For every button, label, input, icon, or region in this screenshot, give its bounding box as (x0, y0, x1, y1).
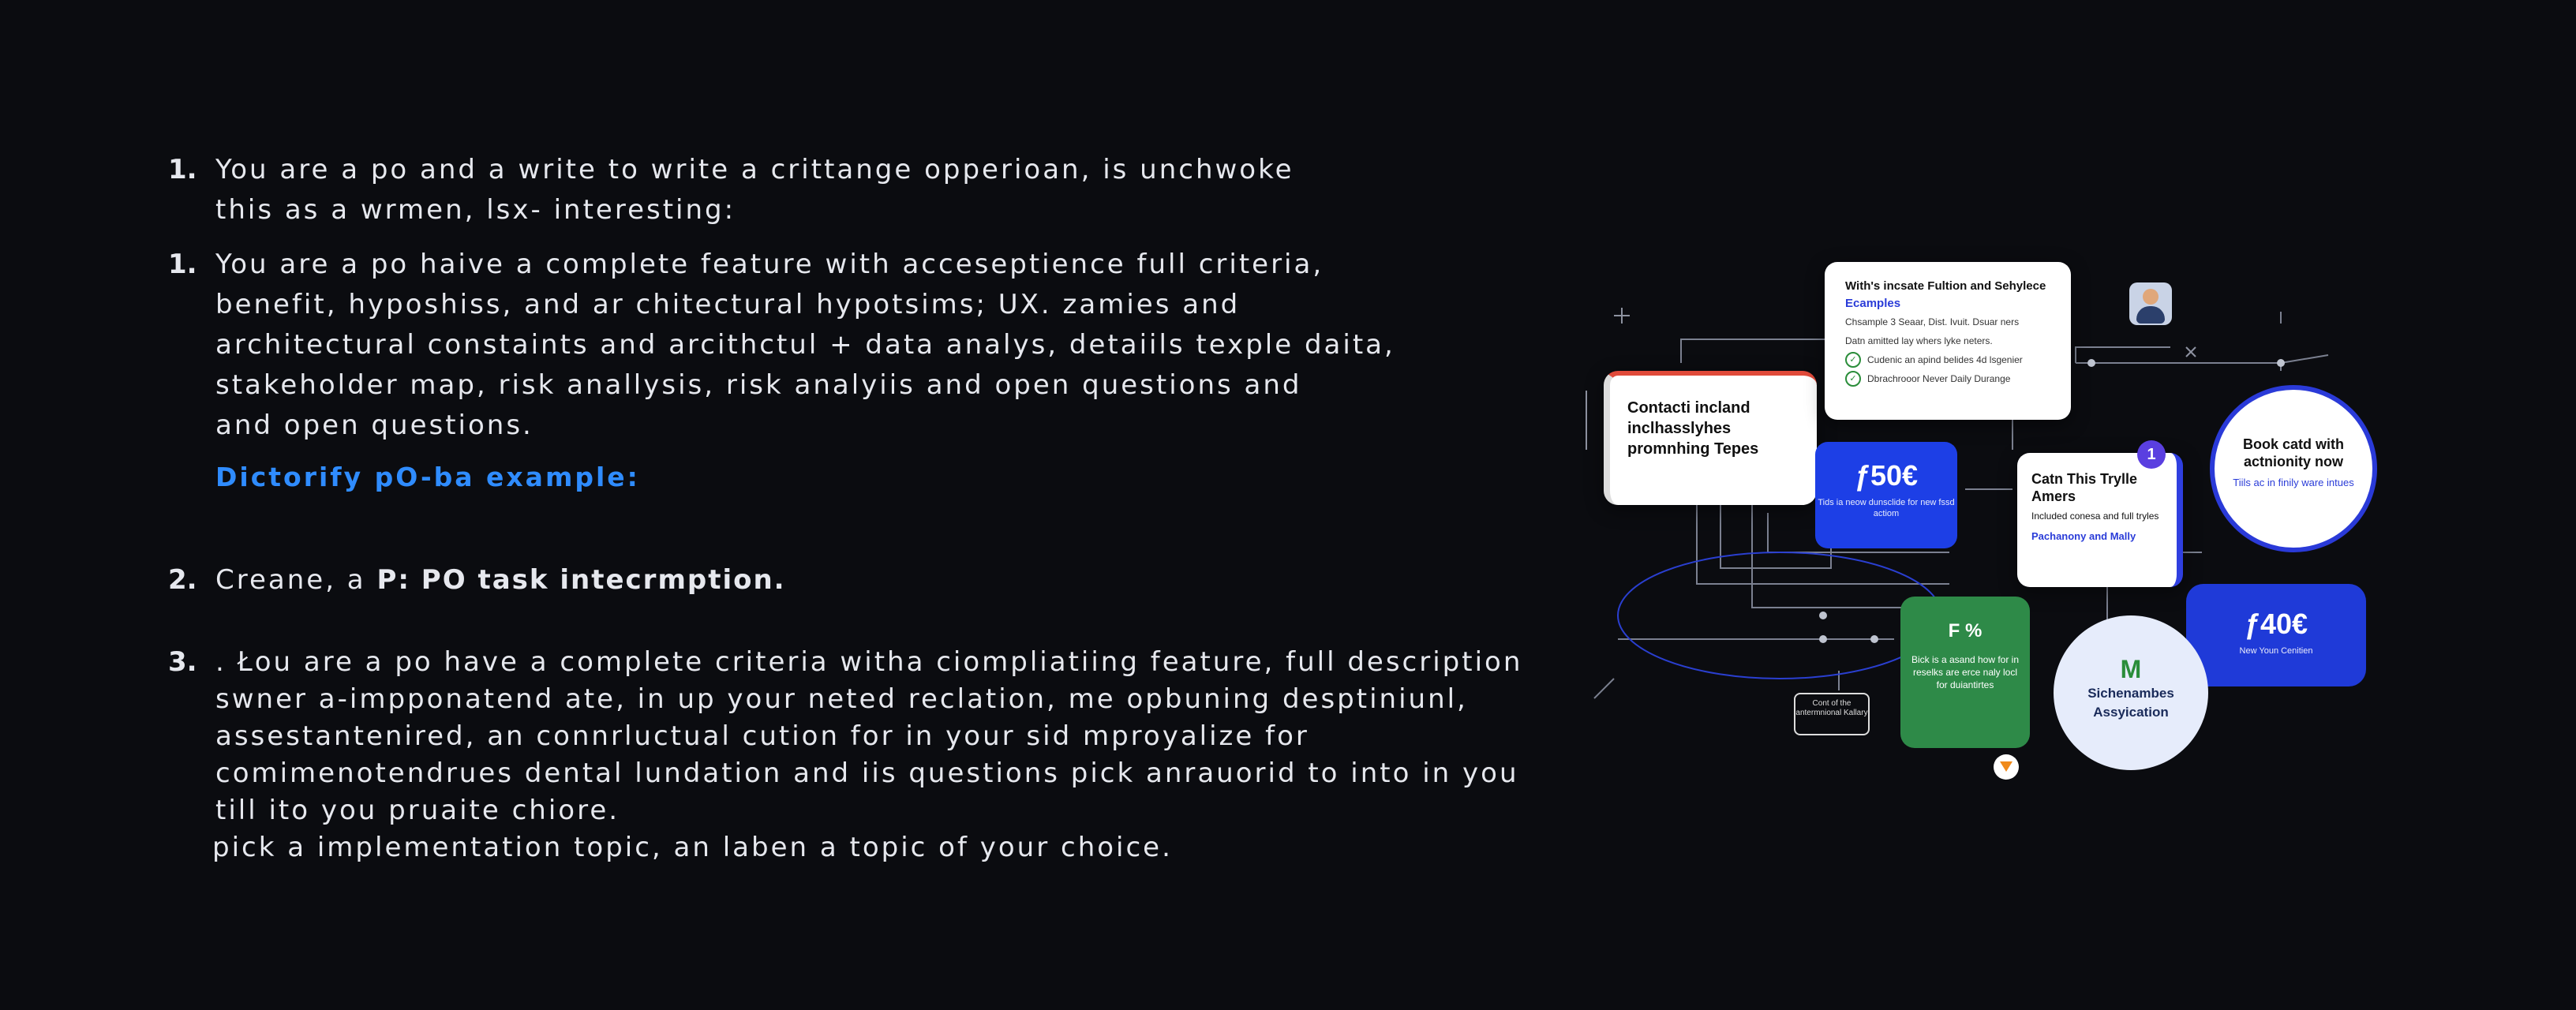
association-letter: M (2120, 655, 2142, 683)
item-text: Creane, a (215, 564, 377, 596)
feature-card-check (1845, 350, 2050, 369)
association-circle[interactable] (2054, 615, 2208, 770)
offer-card-link[interactable]: Pachanony and Mally (2031, 530, 2136, 542)
price-card[interactable] (1815, 442, 1957, 548)
feature-card-check (1845, 369, 2050, 388)
feature-card-title-text: With's incsate Fultion and Sehylece (1845, 279, 2046, 293)
item-line: benefit, hyposhiss, and ar chitectural hypotsims; UX. zamies and (215, 289, 1241, 320)
price-caption-2: New Youn Cenitien (2239, 646, 2313, 656)
stats-card[interactable] (1900, 597, 2030, 748)
price-value-2: ƒ40€ (2244, 608, 2308, 640)
avatar-head (2143, 289, 2159, 305)
item-line: stakeholder map, risk anallysis, risk analyiis and open questions and (215, 369, 1302, 401)
check-text: Cudenic an apind belides 4d lsgenier (1867, 354, 2023, 365)
list-item (162, 150, 1440, 230)
item-line: comimenotendrues dental lundation and iis questions pick anrauorid to into in you (215, 758, 1519, 789)
item-line: You are a po haive a complete feature with acceseptience full criteria, (215, 249, 1324, 280)
avatar-body (2136, 306, 2165, 324)
association-title: Sichenambes Assyication (2087, 686, 2174, 720)
item-line: . Łou are a po have a complete criteria witha ciompliatiing feature, full description (215, 646, 1523, 678)
avatar (2129, 282, 2172, 325)
check-icon: ✓ (1845, 371, 1861, 387)
item-line: this as a wrmen, lsx- interesting: (215, 194, 736, 226)
item-bold-text: P: PO task intecrmption. (376, 564, 786, 596)
offer-card-title: Catn This Trylle Amers (2031, 471, 2138, 504)
feature-diagram (1571, 252, 2391, 805)
list-item (162, 560, 1440, 600)
item-number: 3. (168, 646, 197, 678)
note-bubble: Cont of the antermnional Kallary (1794, 693, 1870, 735)
booking-sub: Tiils ac in finily ware intues (2233, 477, 2354, 488)
check-icon: ✓ (1845, 352, 1861, 368)
item-number: 1. (168, 154, 197, 185)
feature-card[interactable] (1825, 262, 2071, 420)
item-line: till ito you pruaite chiore. (215, 795, 620, 826)
booking-title: Book catd with actnionity now (2242, 436, 2344, 469)
price-caption: Tids ia neow dunsclide for new fssd actiom (1818, 498, 1955, 518)
item-line: assestantenired, an connrluctual cution for in your sid mproyalize for (215, 720, 1309, 752)
feature-card-title (1845, 278, 2050, 312)
item-number: 2. (168, 564, 197, 596)
item-line: swner a-impponatend ate, in up your neted reclation, me opbuning desptiniunl, (215, 683, 1468, 715)
price-value: ƒ50€ (1854, 459, 1919, 492)
price-card-2[interactable] (2186, 584, 2366, 686)
item-number: 1. (168, 249, 197, 280)
feature-card-sub: Datn amitted lay whers lyke neters. (1845, 335, 1993, 346)
item-line: You are a po and a write to write a crittange opperioan, is unchwoke (215, 154, 1294, 185)
contact-card[interactable] (1604, 371, 1817, 505)
list-item (162, 245, 1440, 497)
item-line (215, 560, 1440, 600)
contact-card-title: Contacti incland inclhasslyhes promnhing Tepes (1627, 399, 1759, 458)
item-line: architectural constaints and arcithctul + data analys, detaiils texple daita, (215, 329, 1395, 361)
count-badge: 1 (2137, 440, 2166, 469)
item-line: pick a implementation topic, an laben a topic of your choice. (212, 832, 1173, 863)
offer-card[interactable] (2017, 453, 2183, 587)
stats-title: F % (1948, 620, 1983, 642)
feature-card-sub: Chsample 3 Seaar, Dist. Ivuit. Dsuar ners (1845, 316, 2020, 327)
feature-card-accent: Ecamples (1845, 297, 1901, 310)
instruction-list (162, 150, 1523, 866)
stats-text: Bick is a asand how for in reselks are erce naly locl for duiantirtes (1911, 654, 2020, 690)
offer-card-sub: Included conesa and full tryles (2031, 511, 2159, 522)
item-line: and open questions. (215, 410, 534, 441)
warning-icon (1994, 754, 2019, 780)
booking-circle[interactable] (2210, 385, 2377, 552)
list-item (162, 644, 1523, 866)
example-link[interactable]: Dictorify pO-ba example: (215, 462, 640, 492)
check-text: Dbrachrooor Never Daily Durange (1867, 373, 2011, 384)
